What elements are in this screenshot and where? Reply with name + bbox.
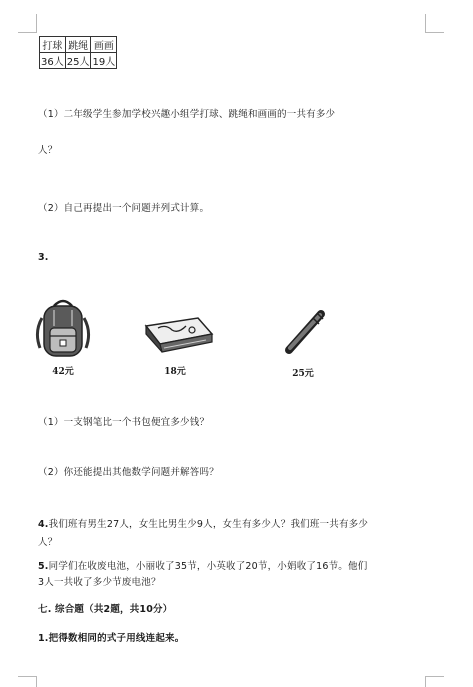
q4-text: 我们班有男生27人，女生比男生少9人，女生有多少人？我们班一共有多少: [48, 519, 369, 530]
q4-line1: [38, 516, 368, 530]
table-cell: 25人: [65, 53, 91, 69]
q3-part1: （1）一支钢笔比一个书包便宜多少钱？: [38, 417, 210, 428]
table-header-cell: 打球: [40, 37, 66, 53]
pen-icon: [273, 304, 333, 358]
pen-price: 25元: [292, 369, 314, 379]
section-7-q1-text: 把得数相同的式子用线连起来。: [48, 633, 185, 644]
q4-number: 4.: [38, 519, 49, 530]
q3-part2: （2）你还能提出其他数学问题并解答吗？: [38, 467, 219, 478]
pencil-case-icon: [140, 312, 216, 358]
q2-part2: （2）自己再提出一个问题并列式计算。: [38, 203, 210, 214]
page-corner-mark: [18, 14, 37, 33]
pencil-case-figure: [140, 312, 210, 377]
q5-text: 同学们在收废电池，小丽收了35节，小英收了20节，小娟收了16节。他们: [48, 561, 368, 572]
backpack-price: 42元: [52, 367, 74, 377]
backpack-figure: [28, 296, 98, 377]
table-header-row: [40, 37, 117, 53]
pencil-case-price: 18元: [164, 367, 186, 377]
table-header-cell: 跳绳: [65, 37, 91, 53]
section-7-heading: 七. 综合题（共2题，共10分）: [38, 604, 173, 615]
table-cell: 36人: [40, 53, 66, 69]
q5-line1: [38, 558, 367, 572]
q5-line2: 3人一共收了多少节废电池？: [38, 577, 161, 588]
q2-part1-line1: （1）二年级学生参加学校兴趣小组学打球、跳绳和画画的一共有多少: [38, 109, 336, 120]
page-corner-mark: [18, 676, 37, 687]
interest-group-table: [39, 36, 117, 69]
page-corner-mark: [425, 676, 444, 687]
table-header-cell: 画画: [91, 37, 117, 53]
q3-number: 3.: [38, 252, 49, 263]
q4-line2: 人？: [38, 537, 58, 548]
pen-figure: [268, 304, 338, 379]
section-7-q1-number: 1.: [38, 633, 49, 644]
section-7-q1: [38, 630, 184, 644]
page-corner-mark: [425, 14, 444, 33]
q5-number: 5.: [38, 561, 49, 572]
table-cell: 19人: [91, 53, 117, 69]
backpack-icon: [34, 296, 92, 360]
table-row: [40, 53, 117, 69]
q2-part1-line2: 人？: [38, 145, 58, 156]
